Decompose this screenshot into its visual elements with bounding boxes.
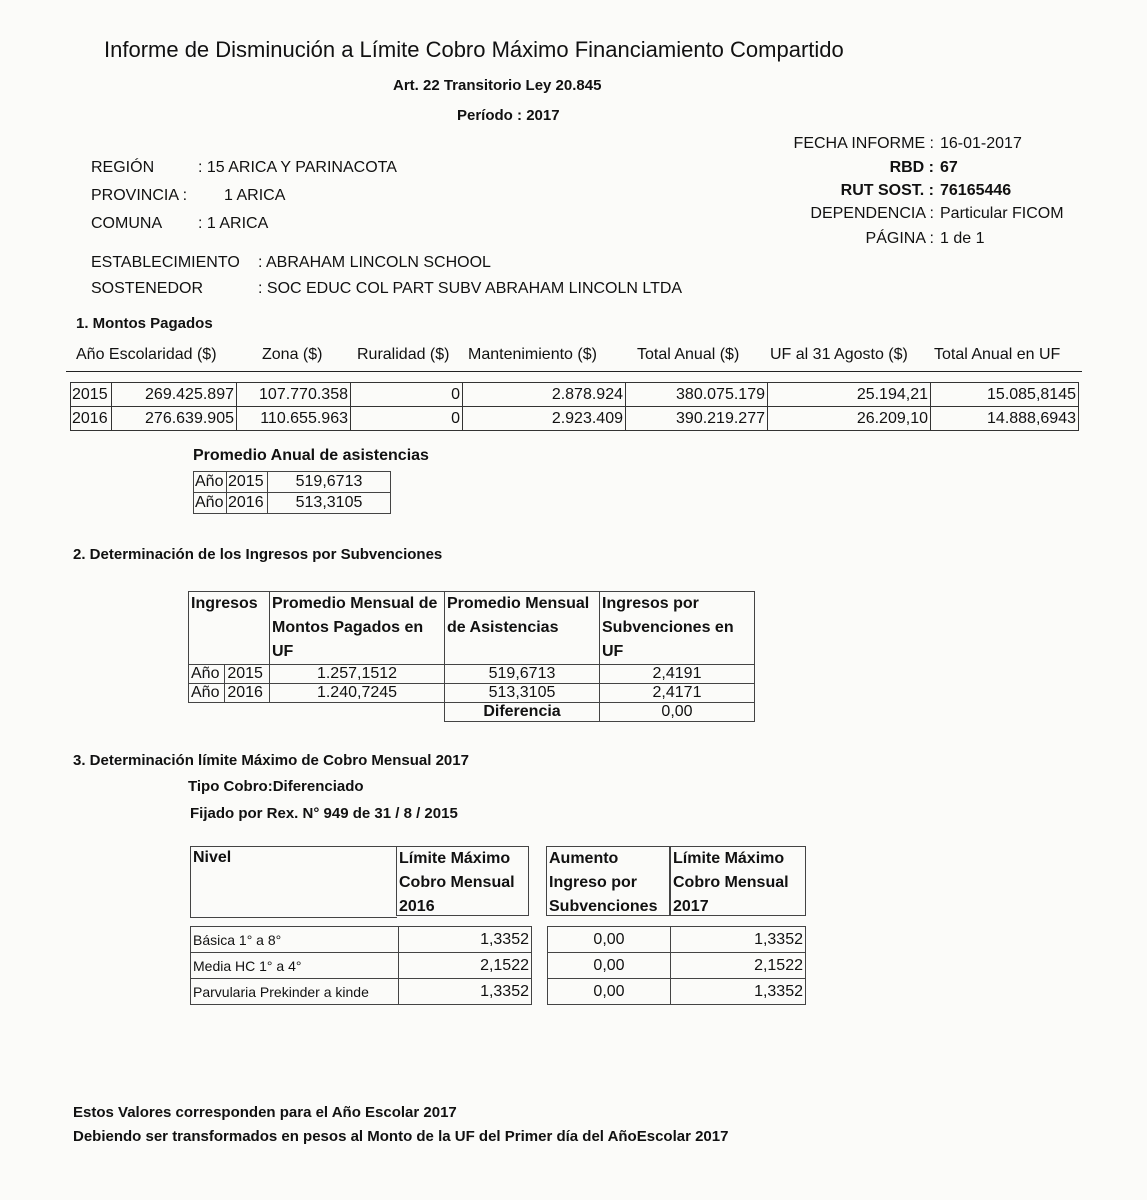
table-cell: 0,00: [548, 979, 671, 1005]
report-title: Informe de Disminución a Límite Cobro Máximo Financiamiento Compartido: [104, 37, 844, 62]
table-cell: 1,3352: [671, 927, 806, 953]
table-row: [194, 472, 391, 493]
fijado-rex: Fijado por Rex. N° 949 de 31 / 8 / 2015: [190, 805, 458, 822]
establecimiento-label: ESTABLECIMIENTO: [91, 254, 240, 271]
provincia-label: PROVINCIA :: [91, 187, 188, 204]
col-limite-2017: Límite Máximo Cobro Mensual 2017: [670, 846, 806, 916]
fecha-value: 16-01-2017: [940, 135, 1022, 152]
table-row: [71, 407, 1079, 431]
table-cell: 380.075.179: [626, 383, 768, 407]
table-row: [194, 493, 391, 514]
col-aumento: Aumento Ingreso por Subvenciones: [546, 846, 670, 916]
limite-2016-table: [190, 926, 532, 1005]
table-cell: 0,00: [548, 927, 671, 953]
table-cell: 1.240,7245: [270, 684, 445, 703]
region-value: : 15 ARICA Y PARINACOTA: [198, 159, 397, 176]
table-cell: Básica 1° a 8°: [191, 927, 399, 953]
table-cell: 519,6713: [268, 472, 391, 493]
footer-line1: Estos Valores corresponden para el Año Escolar 2017: [73, 1104, 457, 1121]
comuna-label: COMUNA: [91, 215, 163, 232]
region-label: REGIÓN: [91, 159, 155, 176]
diferencia-value: 0,00: [600, 703, 755, 722]
rbd-label: RBD :: [889, 159, 934, 176]
montos-rule: [66, 371, 1082, 372]
col-promedio-montos: Promedio Mensual de Montos Pagados en UF: [270, 592, 445, 665]
table-cell: 513,3105: [445, 684, 600, 703]
pagina-label: PÁGINA :: [865, 230, 934, 247]
table-cell: Año: [189, 684, 225, 703]
table-cell: 26.209,10: [768, 407, 931, 431]
col-uf-agosto: UF al 31 Agosto ($): [770, 346, 908, 363]
montos-table: [70, 382, 1079, 431]
table-cell: 276.639.905: [112, 407, 237, 431]
report-subtitle: Art. 22 Transitorio Ley 20.845: [393, 77, 602, 94]
limite-2017-table: [547, 926, 806, 1005]
col-nivel: Nivel: [193, 849, 232, 866]
table-cell: 1,3352: [399, 927, 532, 953]
col-ano-escolaridad: Año Escolaridad ($): [76, 346, 217, 363]
table-row: [548, 953, 806, 979]
sostenedor-label: SOSTENEDOR: [91, 280, 204, 297]
col-ingresos: Ingresos: [189, 592, 270, 665]
col-promedio-asistencias: Promedio Mensual de Asistencias: [445, 592, 600, 665]
section2-title: 2. Determinación de los Ingresos por Subvenciones: [73, 546, 443, 563]
table-cell: [189, 703, 445, 722]
section1-title: 1. Montos Pagados: [76, 315, 213, 332]
col-total-uf: Total Anual en UF: [934, 346, 1061, 363]
period-label: Período :: [457, 107, 523, 124]
col-ruralidad: Ruralidad ($): [357, 346, 450, 363]
report-period: [457, 107, 560, 124]
col-limite-2016: Límite Máximo Cobro Mensual 2016: [396, 846, 529, 916]
nivel-header-cell: [190, 846, 397, 918]
montos-header: [0, 346, 1147, 368]
table-cell: 513,3105: [268, 493, 391, 514]
comuna-value: : 1 ARICA: [198, 215, 269, 232]
col-zona: Zona ($): [262, 346, 323, 363]
table-row: [189, 684, 755, 703]
table-cell: 2015: [227, 472, 268, 493]
period-value: 2017: [526, 107, 560, 124]
table-row: [189, 703, 755, 722]
table-cell: 2,4171: [600, 684, 755, 703]
table-cell: 1,3352: [399, 979, 532, 1005]
ingresos-table: [188, 591, 755, 722]
establecimiento-value: : ABRAHAM LINCOLN SCHOOL: [258, 254, 491, 271]
table-cell: 2.923.409: [463, 407, 626, 431]
tipo-cobro: Tipo Cobro:Diferenciado: [188, 778, 364, 795]
table-cell: 2015: [71, 383, 112, 407]
table-row: [548, 979, 806, 1005]
table-cell: 0: [351, 407, 463, 431]
provincia-value: 1 ARICA: [224, 187, 286, 204]
table-cell: 0: [351, 383, 463, 407]
table-cell: Año: [194, 493, 227, 514]
col-total-anual: Total Anual ($): [637, 346, 740, 363]
table-cell: 390.219.277: [626, 407, 768, 431]
dependencia-value: Particular FICOM: [940, 205, 1064, 222]
asistencias-table: [193, 471, 391, 514]
table-cell: 2015: [225, 665, 270, 684]
table-cell: 2.878.924: [463, 383, 626, 407]
table-cell: Media HC 1° a 4°: [191, 953, 399, 979]
table-cell: 1,3352: [671, 979, 806, 1005]
table-cell: 2,1522: [671, 953, 806, 979]
col-ingresos-subvenciones: Ingresos por Subvenciones en UF: [600, 592, 755, 665]
rbd-value: 67: [940, 159, 958, 176]
table-cell: 1.257,1512: [270, 665, 445, 684]
table-cell: Parvularia Prekinder a kinde: [191, 979, 399, 1005]
table-row: [548, 927, 806, 953]
table-cell: 107.770.358: [237, 383, 351, 407]
table-row: [191, 927, 532, 953]
rut-label: RUT SOST. :: [840, 182, 934, 199]
section3-title: 3. Determinación límite Máximo de Cobro Mensual 2017: [73, 752, 469, 769]
table-row: [189, 665, 755, 684]
col-mantenimiento: Mantenimiento ($): [468, 346, 597, 363]
table-cell: 15.085,8145: [931, 383, 1079, 407]
table-cell: 0,00: [548, 953, 671, 979]
table-row: [189, 592, 755, 665]
table-cell: 2,1522: [399, 953, 532, 979]
table-cell: 2016: [227, 493, 268, 514]
table-cell: Año: [189, 665, 225, 684]
sostenedor-value: : SOC EDUC COL PART SUBV ABRAHAM LINCOLN LTDA: [258, 280, 683, 297]
table-row: [191, 979, 532, 1005]
table-cell: 2,4191: [600, 665, 755, 684]
footer-line2: Debiendo ser transformados en pesos al Monto de la UF del Primer día del AñoEscolar 2017: [73, 1128, 729, 1145]
asistencias-title: Promedio Anual de asistencias: [193, 447, 429, 464]
table-cell: 2016: [225, 684, 270, 703]
table-cell: 14.888,6943: [931, 407, 1079, 431]
table-cell: 2016: [71, 407, 112, 431]
fecha-label: FECHA INFORME :: [793, 135, 934, 152]
pagina-value: 1 de 1: [940, 230, 985, 247]
rut-value: 76165446: [940, 182, 1012, 199]
table-cell: 110.655.963: [237, 407, 351, 431]
diferencia-label: Diferencia: [445, 703, 600, 722]
table-cell: 25.194,21: [768, 383, 931, 407]
table-row: [191, 953, 532, 979]
table-row: [71, 383, 1079, 407]
table-cell: Año: [194, 472, 227, 493]
table-cell: 519,6713: [445, 665, 600, 684]
dependencia-label: DEPENDENCIA :: [810, 205, 934, 222]
table-cell: 269.425.897: [112, 383, 237, 407]
